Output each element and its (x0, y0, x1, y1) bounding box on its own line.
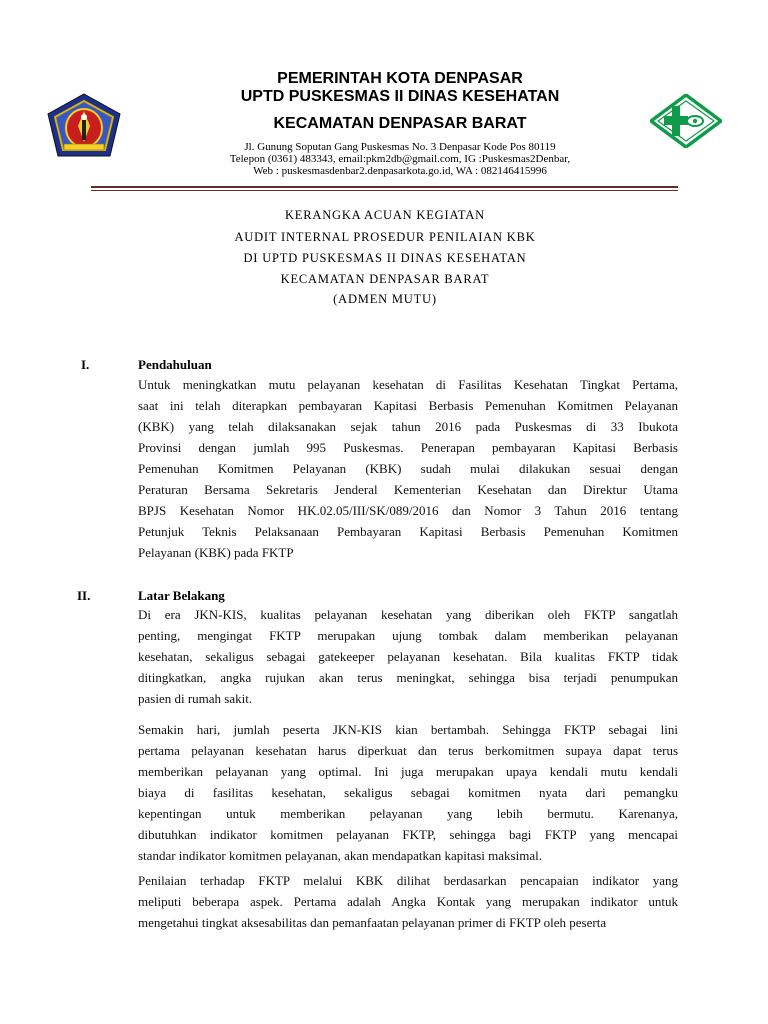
letterhead-rule-thick (91, 186, 678, 188)
section-number: I. (81, 357, 90, 372)
address-line3: Web : puskesmasdenbar2.denpasarkota.go.id, WA : 082146415996 (253, 165, 547, 177)
paragraph-line: standar indikator komitmen pelayanan, akan mendapatkan kapitasi maksimal. (138, 848, 542, 863)
section-paragraph (138, 374, 678, 563)
paragraph-line: Semakin hari, jumlah peserta JKN-KIS kian bertambah. Sehingga FKTP sebagai lini (138, 722, 678, 737)
paragraph-line: pertama pelayanan kesehatan harus diperkuat dan terus berkomitmen supaya dapat terus (138, 743, 678, 758)
paragraph-line: ditingkatkan, angka rujukan akan terus meningkat, sehingga bisa terjadi penumpukan (138, 670, 678, 685)
org-name-line3: KECAMATAN DENPASAR BARAT (273, 115, 527, 132)
section-paragraph (138, 719, 678, 866)
paragraph-line: meliputi beberapa aspek. Pertama adalah Angka Kontak yang merupakan indikator untuk (138, 894, 678, 909)
paragraph-line: kesehatan, sekaligus sebagai gatekeeper pelayanan kesehatan. Bila kualitas FKTP tidak (138, 649, 678, 664)
paragraph-line: biaya di fasilitas kesehatan, sekaligus sebagai komitmen nyata dari pemangku (138, 785, 678, 800)
letterhead-rule-thin (91, 190, 678, 191)
section-paragraph (138, 870, 678, 933)
document-title-line1: KERANGKA ACUAN KEGIATAN (284, 208, 486, 222)
paragraph-line: Penilaian terhadap FKTP melalui KBK dilihat berdasarkan pencapaian indikator yang (138, 873, 678, 888)
document-title-line4: KECAMATAN DENPASAR BARAT (280, 272, 490, 286)
paragraph-line: saat ini telah diterapkan pembayaran Kapitasi Berbasis Pemenuhan Komitmen Pelayanan (138, 398, 678, 413)
section-heading: Pendahuluan (138, 357, 212, 372)
paragraph-line: Provinsi dengan jumlah 995 Puskesmas. Penerapan pembayaran Kapitasi Berbasis (138, 440, 678, 455)
document-title-line3: DI UPTD PUSKESMAS II DINAS KESEHATAN (243, 251, 527, 265)
org-name-line1: PEMERINTAH KOTA DENPASAR (277, 70, 523, 87)
paragraph-line: penting, mengingat FKTP merupakan ujung tombak dalam memberikan pelayanan (138, 628, 678, 643)
paragraph-line: Pemenuhan Komitmen Pelayanan (KBK) sudah mulai dilakukan sesuai dengan (138, 461, 678, 476)
paragraph-line: Pelayanan (KBK) pada FKTP (138, 545, 294, 560)
paragraph-line: Untuk meningkatkan mutu pelayanan kesehatan di Fasilitas Kesehatan Tingkat Pertama, (138, 377, 678, 392)
paragraph-line: kepentingan untuk memberikan pelayanan yang lebih bermutu. Karenanya, (138, 806, 678, 821)
paragraph-line: memberikan pelayanan yang optimal. Ini juga merupakan upaya kendali mutu kendali (138, 764, 678, 779)
paragraph-line: pasien di rumah sakit. (138, 691, 253, 706)
document-title-line5: (ADMEN MUTU) (333, 292, 437, 306)
paragraph-line: Petunjuk Teknis Pelaksanaan Pembayaran Kapitasi Berbasis Pemenuhan Komitmen (138, 524, 678, 539)
paragraph-line: mengetahui tingkat aksesabilitas dan pemanfaatan pelayanan primer di FKTP oleh peserta (138, 915, 607, 930)
address-line1: Jl. Gunung Soputan Gang Puskesmas No. 3 Denpasar Kode Pos 80119 (244, 141, 556, 153)
section-paragraph (138, 604, 678, 709)
address-line2: Telepon (0361) 483343, email:pkm2db@gmail.com, IG :Puskesmas2Denbar, (229, 153, 571, 165)
puskesmas-logo-icon (650, 94, 722, 148)
paragraph-line: Peraturan Bersama Sekretaris Jenderal Kementerian Kesehatan dan Direktur Utama (138, 482, 678, 497)
paragraph-line: (KBK) yang telah dilaksanakan sejak tahun 2016 pada Puskesmas di 33 Ibukota (138, 419, 678, 434)
paragraph-line: BPJS Kesehatan Nomor HK.02.05/III/SK/089/2016 dan Nomor 3 Tahun 2016 tentang (138, 503, 678, 518)
section-number: II. (77, 588, 91, 603)
section-heading: Latar Belakang (138, 588, 225, 603)
paragraph-line: dibutuhkan indikator komitmen pelayanan FKTP, sehingga bagi FKTP yang mencapai (138, 827, 678, 842)
org-name-line2: UPTD PUSKESMAS II DINAS KESEHATAN (240, 88, 560, 105)
document-title-line2: AUDIT INTERNAL PROSEDUR PENILAIAN KBK (234, 230, 536, 244)
denpasar-city-emblem-icon (44, 92, 124, 160)
paragraph-line: Di era JKN-KIS, kualitas pelayanan kesehatan yang diberikan oleh FKTP sangatlah (138, 607, 678, 622)
